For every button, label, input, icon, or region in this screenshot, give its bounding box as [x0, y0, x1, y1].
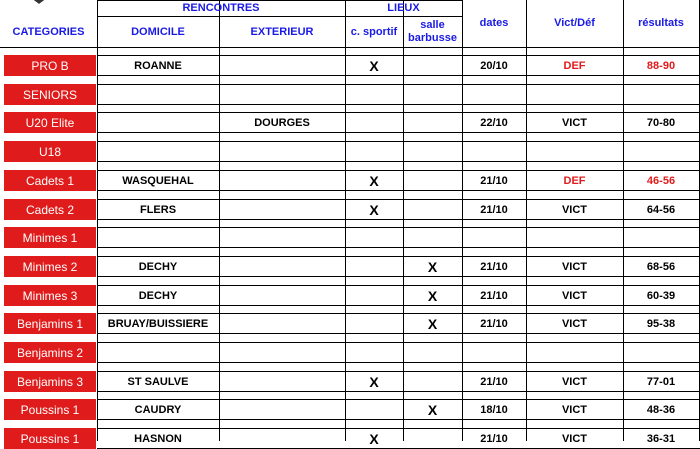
salle-cell — [403, 85, 462, 105]
domicile-cell: ROANNE — [134, 60, 182, 72]
result-cell: 88-90 — [646, 60, 676, 72]
result-cell: 68-56 — [646, 261, 676, 273]
header-resultats: résultats — [638, 17, 684, 29]
club-logo-icon — [18, 0, 60, 4]
exterieur-cell — [219, 372, 345, 392]
c-sportif-cell — [345, 228, 403, 248]
result-cell — [623, 228, 699, 248]
vict-cell: VICT — [561, 404, 588, 416]
header-dates: dates — [479, 17, 509, 29]
category-cell: U20 Elite — [4, 112, 96, 133]
vict-cell: VICT — [561, 290, 588, 302]
domicile-cell: CAUDRY — [134, 404, 182, 416]
result-cell: 64-56 — [646, 204, 676, 216]
c-sportif-cell: X — [369, 374, 379, 390]
salle-cell — [403, 372, 462, 392]
result-cell: 95-38 — [646, 318, 676, 330]
category-cell: PRO B — [4, 55, 96, 76]
salle-cell: X — [427, 402, 438, 418]
domicile-cell — [97, 85, 219, 105]
category-cell: SENIORS — [4, 84, 96, 105]
result-cell — [623, 85, 699, 105]
result-cell — [623, 343, 699, 363]
date-cell: 21/10 — [480, 204, 508, 216]
domicile-cell: WASQUEHAL — [122, 175, 194, 187]
category-cell: U18 — [4, 141, 96, 162]
c-sportif-cell: X — [369, 58, 379, 74]
exterieur-cell — [219, 257, 345, 277]
c-sportif-cell — [345, 286, 403, 306]
category-cell: Benjamins 1 — [4, 313, 96, 334]
header-lieux: LIEUX — [387, 2, 420, 14]
salle-cell — [403, 343, 462, 363]
result-cell: 36-31 — [646, 433, 676, 445]
exterieur-cell — [219, 429, 345, 449]
date-cell: 21/10 — [480, 290, 508, 302]
salle-cell: X — [427, 288, 438, 304]
date-cell: 21/10 — [480, 433, 508, 445]
exterieur-cell — [219, 85, 345, 105]
vict-cell — [526, 343, 623, 363]
exterieur-cell — [219, 56, 345, 76]
exterieur-cell — [219, 171, 345, 191]
header-categories: CATEGORIES — [12, 25, 85, 38]
category-cell: Benjamins 2 — [4, 342, 96, 363]
vict-cell: DEF — [563, 60, 586, 72]
salle-cell — [403, 142, 462, 162]
domicile-cell — [97, 228, 219, 248]
exterieur-cell — [219, 200, 345, 220]
date-cell — [462, 85, 526, 105]
c-sportif-cell — [345, 142, 403, 162]
date-cell: 21/10 — [480, 318, 508, 330]
header-c-sportif: c. sportif — [350, 25, 398, 38]
domicile-cell — [97, 343, 219, 363]
header-barbusse: barbusse — [408, 32, 457, 44]
domicile-cell: ST SAULVE — [127, 376, 189, 388]
salle-cell — [403, 200, 462, 220]
exterieur-cell: DOURGES — [254, 117, 310, 129]
exterieur-cell — [219, 228, 345, 248]
result-cell: 77-01 — [646, 376, 676, 388]
date-cell: 21/10 — [480, 175, 508, 187]
salle-cell — [403, 56, 462, 76]
vict-cell: DEF — [563, 175, 586, 187]
c-sportif-cell: X — [369, 173, 379, 189]
vict-cell: VICT — [561, 376, 588, 388]
domicile-cell: DECHY — [138, 261, 178, 273]
vict-cell — [526, 228, 623, 248]
c-sportif-cell — [345, 314, 403, 334]
domicile-cell: HASNON — [134, 433, 182, 445]
vict-cell — [526, 142, 623, 162]
salle-cell — [403, 171, 462, 191]
vict-cell: VICT — [561, 318, 588, 330]
domicile-cell — [97, 113, 219, 133]
header-exterieur: EXTERIEUR — [250, 25, 314, 38]
result-cell — [623, 142, 699, 162]
vict-cell: VICT — [561, 433, 588, 445]
c-sportif-cell — [345, 85, 403, 105]
salle-cell — [403, 113, 462, 133]
header-domicile: DOMICILE — [131, 25, 185, 38]
exterieur-cell — [219, 286, 345, 306]
date-cell — [462, 228, 526, 248]
salle-cell — [403, 228, 462, 248]
vict-cell — [526, 85, 623, 105]
domicile-cell: BRUAY/BUISSIERE — [107, 318, 209, 330]
date-cell: 21/10 — [480, 376, 508, 388]
date-cell — [462, 343, 526, 363]
category-cell: Minimes 2 — [4, 256, 96, 277]
category-cell: Cadets 2 — [4, 199, 96, 220]
category-cell: Poussins 1 — [4, 399, 96, 420]
vict-cell: VICT — [561, 261, 588, 273]
result-cell: 48-36 — [646, 404, 676, 416]
category-cell: Poussins 1 — [4, 428, 96, 449]
vict-cell: VICT — [561, 117, 588, 129]
salle-cell — [403, 429, 462, 449]
exterieur-cell — [219, 343, 345, 363]
c-sportif-cell — [345, 343, 403, 363]
header-vict-def: Vict/Déf — [554, 17, 595, 29]
result-cell: 60-39 — [646, 290, 676, 302]
date-cell — [462, 142, 526, 162]
date-cell: 22/10 — [480, 117, 508, 129]
salle-cell: X — [427, 316, 438, 332]
date-cell: 18/10 — [480, 404, 508, 416]
header-rencontres: RENCONTRES — [182, 2, 260, 14]
date-cell: 20/10 — [480, 60, 508, 72]
exterieur-cell — [219, 400, 345, 420]
header-salle-barbusse — [403, 17, 462, 47]
domicile-cell: FLERS — [139, 204, 177, 216]
result-cell: 70-80 — [646, 117, 676, 129]
exterieur-cell — [219, 142, 345, 162]
salle-cell: X — [427, 259, 438, 275]
category-cell: Minimes 1 — [4, 227, 96, 248]
category-cell: Minimes 3 — [4, 285, 96, 306]
exterieur-cell — [219, 314, 345, 334]
c-sportif-cell — [345, 257, 403, 277]
vict-cell: VICT — [561, 204, 588, 216]
c-sportif-cell — [345, 113, 403, 133]
header-salle: salle — [420, 19, 445, 31]
date-cell: 21/10 — [480, 261, 508, 273]
c-sportif-cell — [345, 400, 403, 420]
domicile-cell — [97, 142, 219, 162]
c-sportif-cell: X — [369, 431, 379, 447]
result-cell: 46-56 — [646, 175, 676, 187]
category-cell: Benjamins 3 — [4, 371, 96, 392]
category-cell: Cadets 1 — [4, 170, 96, 191]
domicile-cell: DECHY — [138, 290, 178, 302]
c-sportif-cell: X — [369, 202, 379, 218]
